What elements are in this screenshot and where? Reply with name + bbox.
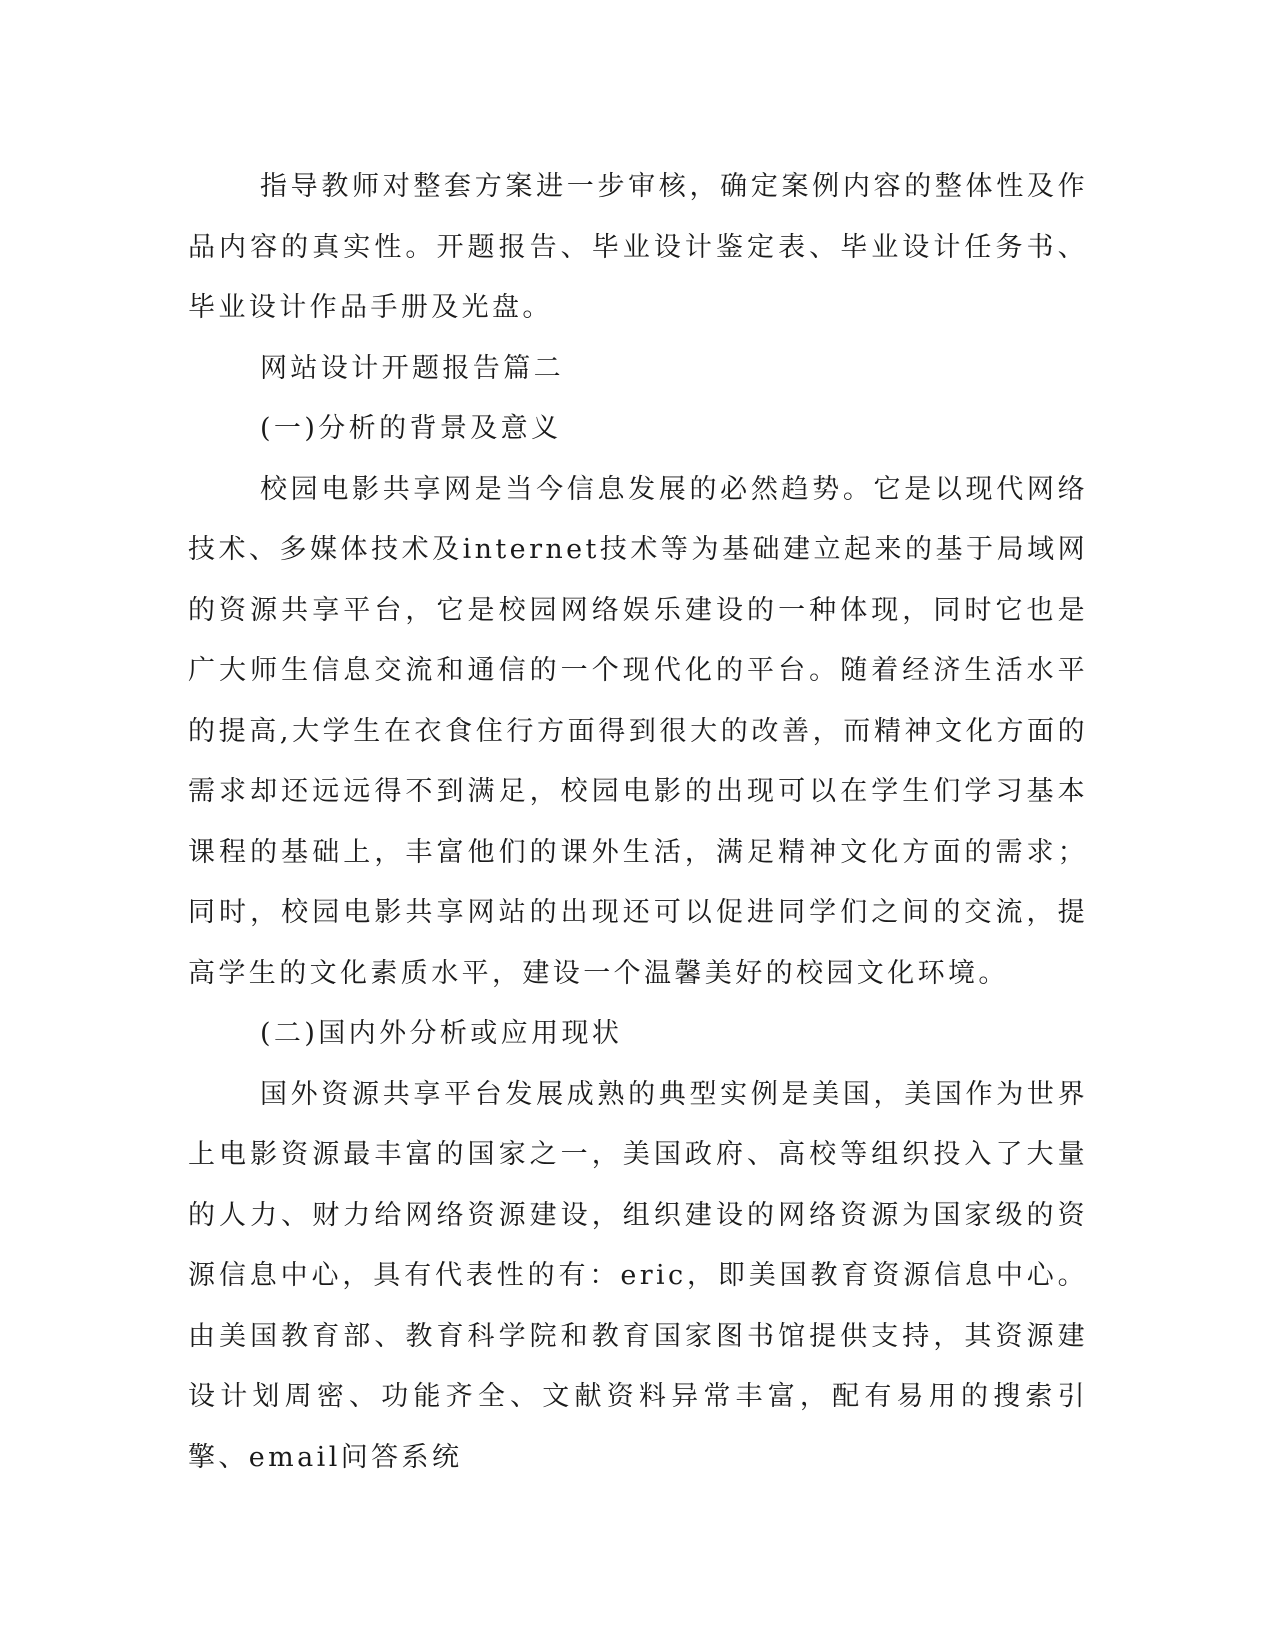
subsection-heading-background: (一)分析的背景及意义 [260,413,562,444]
subsection-heading-status: (二)国内外分析或应用现状 [260,1018,623,1049]
paragraph-status: 国外资源共享平台发展成熟的典型实例是美国，美国作为世界上电影资源最丰富的国家之一，美国政府、高校等组织投入了大量的人力、财力给网络资源建设，组织建设的网络资源为国家级的资源信息中心，具有代表性的有：eric，即美国教育资源信息中心。由美国教育部、教育科学院和教育国家图书馆提供支持，其资源建设计划周密、功能齐全、文献资料异常丰富，配有易用的搜索引擎、email问答系统 [188,1078,1088,1473]
paragraph-background: 校园电影共享网是当今信息发展的必然趋势。它是以现代网络技术、多媒体技术及internet技术等为基础建立起来的基于局域网的资源共享平台，它是校园网络娱乐建设的一种体现，同时它也是广大师生信息交流和通信的一个现代化的平台。随着经济生活水平的提高,大学生在衣食住行方面得到很大的改善，而精神文化方面的需求却还远远得不到满足，校园电影的出现可以在学生们学习基本课程的基础上，丰富他们的课外生活，满足精神文化方面的需求；同时，校园电影共享网站的出现还可以促进同学们之间的交流，提高学生的文化素质水平，建设一个温馨美好的校园文化环境。 [188,473,1088,989]
section-title: 网站设计开题报告篇二 [260,352,564,384]
document-body [188,157,1088,1488]
paragraph-review: 指导教师对整套方案进一步审核，确定案例内容的整体性及作品内容的真实性。开题报告、毕业设计鉴定表、毕业设计任务书、毕业设计作品手册及光盘。 [188,171,1088,323]
